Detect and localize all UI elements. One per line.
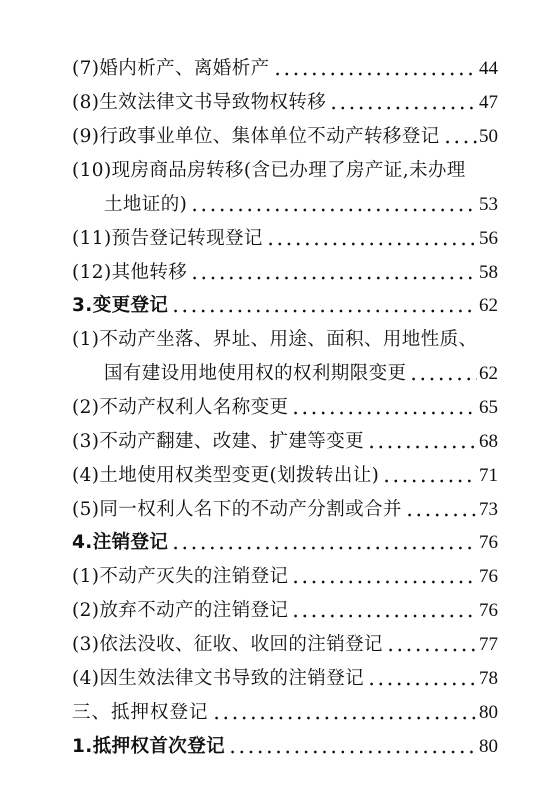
toc-entry-page: 78	[479, 668, 498, 689]
toc-entry-title: (7)婚内析产、离婚析产	[72, 58, 270, 79]
toc-entry-page: 47	[479, 92, 498, 113]
toc-entry-page: 56	[479, 228, 498, 249]
dot-leader	[228, 749, 477, 755]
toc-entry-page: 80	[479, 702, 498, 723]
toc-entry-title: (11)预告登记转现登记	[72, 228, 263, 249]
toc-entry-page: 73	[479, 499, 498, 520]
toc-entry-title: (8)生效法律文书导致物权转移	[72, 92, 327, 113]
toc-entry-title: 1.抵押权首次登记	[72, 736, 226, 757]
dot-leader	[367, 681, 477, 687]
toc-section-entry[interactable]	[72, 288, 498, 318]
toc-entry-title: (2)放弃不动产的注销登记	[72, 600, 289, 621]
toc-entry-title: (2)不动产权利人名称变更	[72, 397, 289, 418]
dot-leader	[386, 647, 477, 653]
toc-entry[interactable]	[72, 119, 498, 149]
toc-entry[interactable]	[72, 51, 498, 81]
toc-entry[interactable]	[72, 593, 498, 623]
dot-leader	[367, 444, 477, 450]
toc-entry-title: 3.变更登记	[72, 295, 169, 316]
toc-entry-title: (3)不动产翻建、改建、扩建等变更	[72, 431, 365, 452]
dot-leader	[405, 512, 477, 518]
dot-leader	[409, 376, 477, 382]
toc-entry-page: 50	[479, 126, 498, 147]
toc-entry-page: 65	[479, 397, 498, 418]
toc-entry[interactable]	[72, 661, 498, 691]
toc-entry-title: 三、抵押权登记	[72, 702, 209, 723]
dot-leader	[329, 105, 477, 111]
dot-leader	[291, 579, 477, 585]
toc-entry-title: (4)土地使用权类型变更(划拨转出让)	[72, 465, 380, 486]
toc-entry[interactable]	[72, 492, 498, 522]
toc-entry-page: 80	[479, 736, 498, 757]
toc-entry[interactable]	[72, 458, 498, 488]
toc-section-entry[interactable]	[72, 729, 498, 759]
toc-entry-page: 77	[479, 634, 498, 655]
toc-entry[interactable]	[72, 153, 498, 183]
toc-entry-title: (4)因生效法律文书导致的注销登记	[72, 668, 365, 689]
toc-entry[interactable]	[72, 221, 498, 251]
toc-entry-title: 4.注销登记	[72, 532, 169, 553]
toc-entry-title: 土地证的)	[104, 194, 188, 215]
toc-entry[interactable]	[72, 390, 498, 420]
toc-chapter-entry[interactable]	[72, 695, 498, 725]
dot-leader	[291, 410, 477, 416]
toc-entry-continuation[interactable]	[104, 187, 498, 217]
dot-leader	[266, 241, 477, 247]
toc-entry-title: (5)同一权利人名下的不动产分割或合并	[72, 499, 402, 520]
dot-leader	[190, 275, 477, 281]
toc-entry[interactable]	[72, 85, 498, 115]
toc-entry-title: (1)不动产灭失的注销登记	[72, 566, 289, 587]
toc-entry-title: (12)其他转移	[72, 262, 188, 283]
toc-entry-title: (1)不动产坐落、界址、用途、面积、用地性质、	[72, 329, 478, 350]
dot-leader	[443, 139, 477, 145]
toc-entry-page: 76	[479, 532, 498, 553]
toc-entry[interactable]	[72, 255, 498, 285]
toc-entry-page: 71	[479, 465, 498, 486]
dot-leader	[382, 478, 477, 484]
toc-entry-title: 国有建设用地使用权的权利期限变更	[104, 363, 407, 384]
dot-leader	[212, 715, 477, 721]
dot-leader	[291, 613, 477, 619]
toc-entry-page: 58	[479, 262, 498, 283]
toc-entry[interactable]	[72, 424, 498, 454]
toc-entry-page: 53	[479, 194, 498, 215]
dot-leader	[171, 308, 477, 314]
toc-entry[interactable]	[72, 559, 498, 589]
toc-section-entry[interactable]	[72, 525, 498, 555]
dot-leader	[273, 71, 477, 77]
dot-leader	[171, 545, 477, 551]
toc-entry-title: (3)依法没收、征收、收回的注销登记	[72, 634, 383, 655]
toc-entry-page: 68	[479, 431, 498, 452]
toc-entry[interactable]	[72, 322, 498, 352]
toc-entry-page: 62	[479, 295, 498, 316]
toc-entry[interactable]	[72, 627, 498, 657]
dot-leader	[190, 207, 477, 213]
toc-entry-page: 62	[479, 363, 498, 384]
toc-entry-title: (9)行政事业单位、集体单位不动产转移登记	[72, 126, 440, 147]
toc-entry-page: 76	[479, 566, 498, 587]
toc-entry-continuation[interactable]	[104, 356, 498, 386]
toc-entry-title: (10)现房商品房转移(含已办理了房产证,未办理	[72, 160, 466, 181]
toc-entry-page: 44	[479, 58, 498, 79]
toc-entry-page: 76	[479, 600, 498, 621]
